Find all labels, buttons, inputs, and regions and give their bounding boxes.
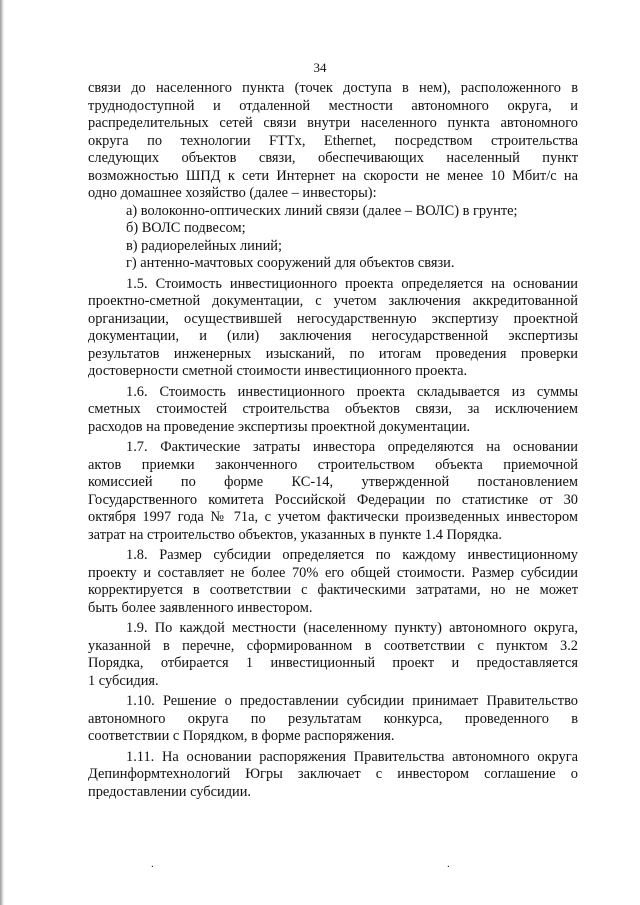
text-line: 1.5. Стоимость инвестиционного проекта определяется на основании (126, 275, 578, 292)
footer-mark-left: . (151, 858, 154, 870)
scan-binding-edge (0, 0, 4, 905)
paragraph-clause-1-9 (88, 620, 578, 690)
text-line: документации, и (или) заключения негосударственной экспертизы (88, 328, 578, 344)
text-line: проекту и составляет не более 70% его общей стоимости. Размер субсидии (88, 564, 578, 581)
text-line: 1.11. На основании распоряжения Правительства автономного округа (126, 748, 578, 765)
text-line: а) волоконно-оптических линий связи (далее – ВОЛС) в грунте; (126, 202, 518, 219)
text-line: проектно-сметной документации, с учетом заключения аккредитованной (88, 293, 578, 309)
text-line: г) антенно-мачтовых сооружений для объектов связи. (126, 255, 455, 271)
paragraph-intro-continued (88, 80, 578, 203)
text-line: октября 1997 года № 71а, с учетом фактически произведенных инвестором (88, 509, 578, 525)
page-number: 34 (313, 60, 327, 75)
text-line: округа по технологии FTTx, Ethernet, посредством строительства (88, 132, 578, 149)
text-line: труднодоступной и отдаленной местности автономного округа, и (88, 97, 578, 114)
paragraph-clause-1-7 (88, 439, 578, 544)
text-line: корректируется в соответствии с фактическими затратами, но не может (88, 582, 578, 598)
text-line: 1.10. Решение о предоставлении субсидии принимает Правительство (126, 693, 578, 709)
text-line: связи до населенного пункта (точек доступа в нем), расположенного в (88, 80, 578, 96)
text-line: расходов на проведение экспертизы проектной документации. (88, 418, 471, 435)
text-line: одно домашнее хозяйство (далее – инвесторы): (88, 185, 377, 201)
paragraph-clause-1-11 (88, 749, 578, 802)
text-line: Депинформтехнологий Югры заключает с инвестором соглашение о (88, 766, 578, 782)
paragraph-clause-1-5 (88, 276, 578, 381)
text-line: достоверности сметной стоимости инвестиционного проекта. (88, 363, 468, 379)
paragraph-item-b (88, 220, 578, 238)
text-line: распределительных сетей связи внутри населенного пункта автономного (88, 115, 578, 131)
document-body (88, 80, 578, 801)
text-line: автономного округа по результатам конкурса, проведенного в (88, 710, 578, 727)
paragraph-clause-1-10 (88, 693, 578, 746)
paragraph-clause-1-6 (88, 384, 578, 437)
text-line: возможностью ШПД к сети Интернет на скорости не менее 10 Мбит/с на (88, 167, 578, 184)
text-line: быть более заявленного инвестором. (88, 599, 313, 616)
text-line: 1 субсидия. (88, 672, 159, 689)
text-line: результатов инженерных изысканий, по итогам проведения проверки (88, 345, 578, 362)
text-line: сметных стоимостей строительства объектов связи, за исключением (88, 401, 578, 417)
text-line: 1.9. По каждой местности (населенному пункту) автономного округа, (126, 620, 578, 636)
text-line: указанной в перечне, сформированном в соответствии с пунктом 3.2 (88, 637, 578, 654)
text-line: предоставлении субсидии. (88, 783, 252, 800)
text-line: затрат на строительство объектов, указанных в пункте 1.4 Порядка. (88, 526, 502, 543)
text-line: Государственного комитета Российской Федерации по статистике от 30 (88, 491, 578, 508)
text-line: б) ВОЛС подвесом; (126, 220, 246, 236)
text-line: актов приемки законченного строительством объекта приемочной (88, 456, 578, 473)
paragraph-item-g (88, 255, 578, 273)
text-line: Порядка, отбирается 1 инвестиционный проект и предоставляется (88, 655, 578, 671)
text-line: следующих объектов связи, обеспечивающих населенный пункт (88, 150, 578, 166)
text-line: соответствии с Порядком, в форме распоряжения. (88, 728, 395, 744)
text-line: 1.8. Размер субсидии определяется по каждому инвестиционному (126, 547, 578, 563)
text-line: в) радиорелейных линий; (126, 237, 282, 254)
text-line: комиссией по форме КС-14, утвержденной постановлением (88, 474, 578, 490)
paragraph-item-a (88, 203, 578, 221)
paragraph-clause-1-8 (88, 547, 578, 617)
paragraph-item-v (88, 238, 578, 256)
text-line: 1.6. Стоимость инвестиционного проекта складывается из суммы (126, 383, 578, 400)
text-line: организации, осуществившей негосударственную экспертизу проектной (88, 310, 578, 327)
text-line: 1.7. Фактические затраты инвестора определяются на основании (126, 439, 578, 455)
footer-mark-right: . (447, 858, 450, 870)
